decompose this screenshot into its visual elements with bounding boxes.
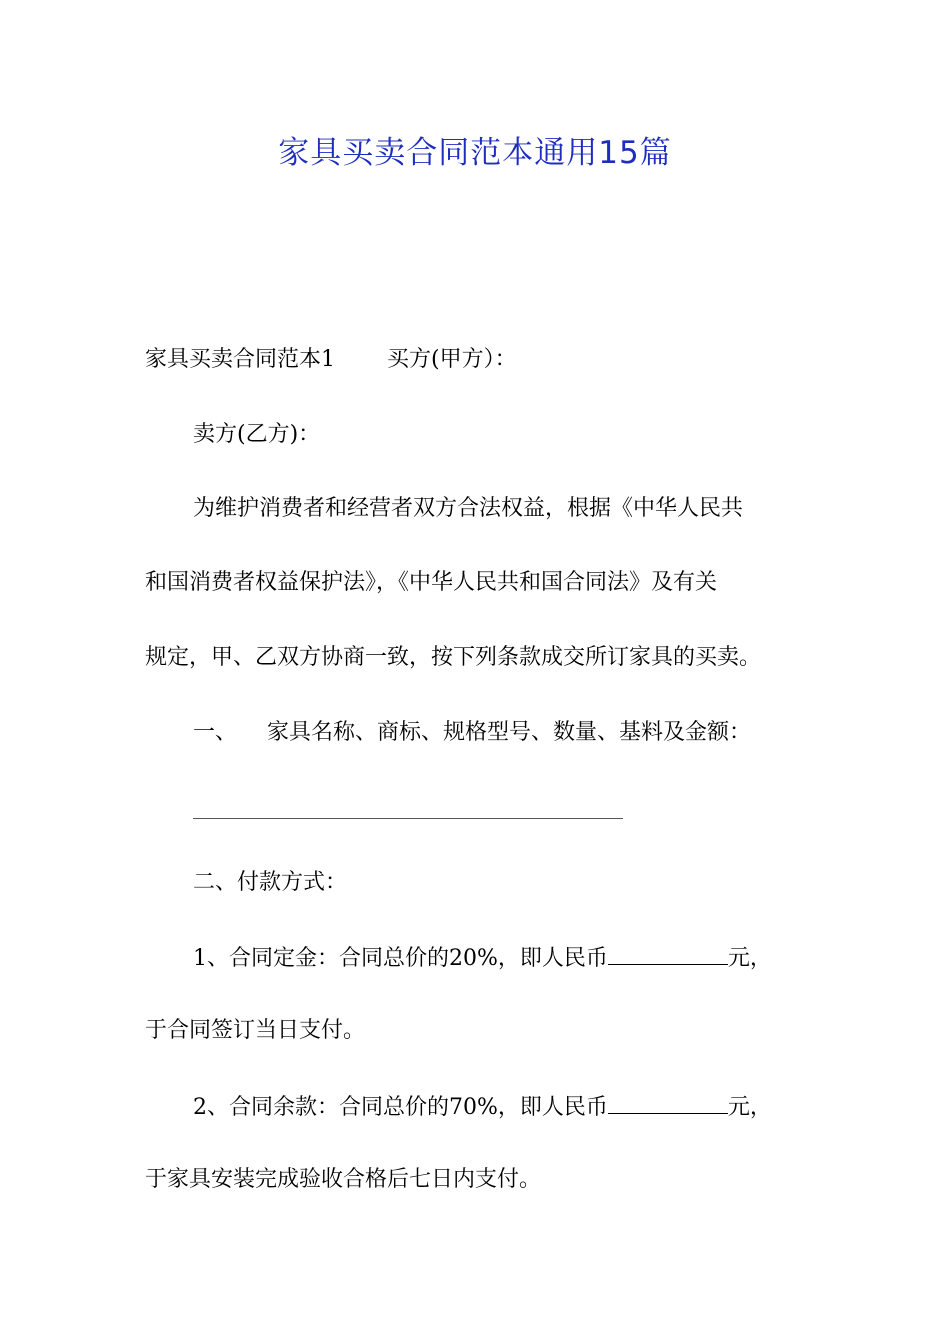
document-title: 家具买卖合同范本通用15篇 — [278, 135, 672, 171]
paragraph-line: 规定，甲、乙双方协商一致，按下列条款成交所订家具的买卖。 — [145, 645, 762, 670]
paragraph-line: 于家具安装完成验收合格后七日内支付。 — [145, 1167, 542, 1192]
payment-deposit-line — [193, 942, 772, 974]
contract-number-heading: 家具买卖合同范本1 — [145, 347, 335, 372]
fill-in-blank-line — [193, 818, 623, 819]
payment-deposit-text: 1、合同定金：合同总价的20%，即人民币 — [193, 946, 608, 971]
paragraph-line: 和国消费者权益保护法》，《中华人民共和国合同法》及有关 — [145, 570, 718, 595]
contract-heading-line — [145, 345, 517, 375]
payment-deposit-unit: 元， — [727, 946, 772, 971]
item-one-number: 一、 — [193, 720, 238, 745]
paragraph-line: 为维护消费者和经营者双方合法权益，根据《中华人民共 — [193, 496, 744, 521]
seller-label: 卖方(乙方)： — [193, 422, 321, 447]
buyer-label: 买方(甲方）： — [387, 347, 517, 372]
item-one-line — [193, 718, 751, 748]
paragraph-line: 于合同签订当日支付。 — [145, 1018, 366, 1043]
payment-method-heading: 二、付款方式： — [193, 870, 348, 895]
amount-blank — [608, 1091, 728, 1114]
item-one-text: 家具名称、商标、规格型号、数量、基料及金额： — [267, 720, 752, 745]
payment-balance-line — [193, 1091, 772, 1123]
payment-balance-unit: 元， — [727, 1095, 772, 1120]
amount-blank — [608, 942, 728, 965]
payment-balance-text: 2、合同余款：合同总价的70%，即人民币 — [193, 1095, 608, 1120]
